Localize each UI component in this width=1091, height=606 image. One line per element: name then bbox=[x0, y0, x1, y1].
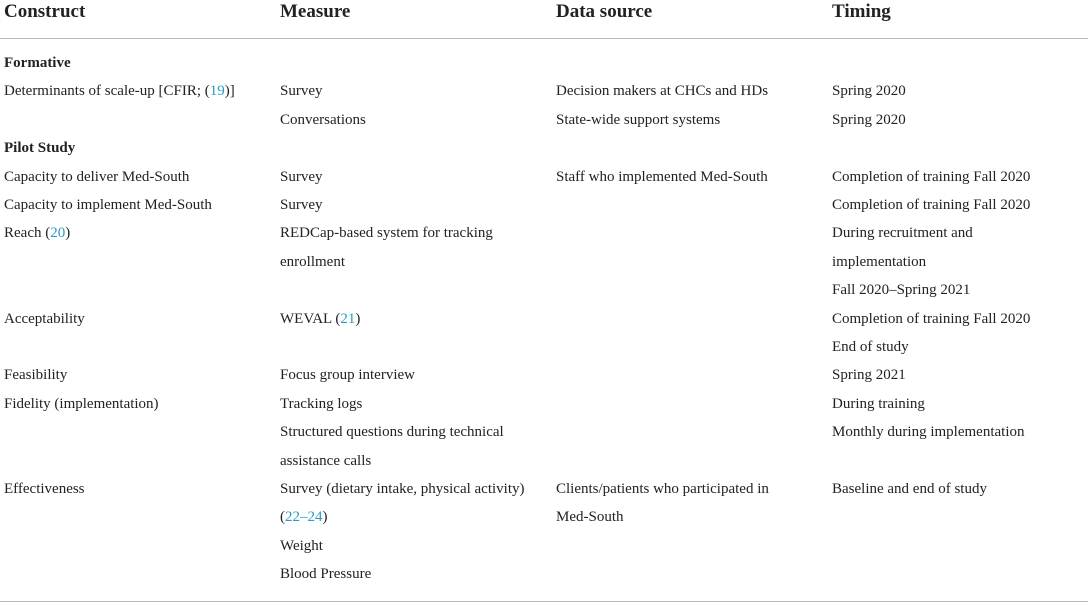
cell-text: Focus group interview bbox=[280, 367, 415, 384]
timing-cell bbox=[832, 390, 925, 418]
cell-text: ( bbox=[280, 509, 285, 526]
construct-cell bbox=[4, 305, 85, 333]
cell-text: Capacity to implement Med-South bbox=[4, 197, 212, 213]
reference-link[interactable]: 21 bbox=[340, 310, 356, 327]
measure-cell bbox=[280, 418, 504, 446]
source-cell bbox=[556, 77, 768, 105]
header-data-source: Data source bbox=[556, 1, 653, 22]
section-heading: Pilot Study bbox=[4, 140, 76, 157]
cell-text: Conversations bbox=[280, 111, 366, 128]
cell-text: Survey (dietary intake, physical activity) bbox=[280, 481, 525, 497]
measure-cell bbox=[280, 475, 525, 503]
source-cell bbox=[556, 503, 624, 531]
timing-cell bbox=[832, 418, 1024, 446]
cell-text: assistance calls bbox=[280, 452, 372, 469]
construct-cell bbox=[4, 475, 85, 503]
measure-cell bbox=[280, 191, 323, 219]
cell-text: ) bbox=[355, 310, 361, 327]
measure-cell bbox=[280, 390, 362, 418]
cell-text: ) bbox=[322, 509, 328, 526]
cell-text: Capacity to deliver Med-South bbox=[4, 168, 190, 185]
measure-cell bbox=[280, 163, 323, 191]
header-measure: Measure bbox=[280, 1, 351, 22]
source-cell bbox=[556, 163, 768, 191]
cell-text: Med-South bbox=[556, 509, 624, 526]
header-rule bbox=[0, 38, 1088, 39]
cell-text: )] bbox=[224, 83, 235, 100]
cell-text: Blood Pressure bbox=[280, 566, 372, 583]
cell-text: End of study bbox=[832, 339, 909, 355]
timing-cell bbox=[832, 305, 1030, 333]
cell-text: Baseline and end of study bbox=[832, 481, 987, 497]
reference-link[interactable]: 20 bbox=[50, 225, 66, 242]
cell-text: State-wide support systems bbox=[556, 111, 721, 128]
measure-cell bbox=[280, 106, 366, 134]
construct-cell bbox=[4, 390, 159, 418]
cell-text: During training bbox=[832, 395, 925, 412]
measure-cell bbox=[280, 532, 323, 560]
measure-cell bbox=[280, 305, 360, 333]
cell-text: Feasibility bbox=[4, 367, 68, 384]
reference-link[interactable]: 19 bbox=[209, 83, 225, 100]
section-heading: Formative bbox=[4, 55, 71, 71]
cell-text: Clients/patients who participated in bbox=[556, 481, 769, 497]
cell-text: Determinants of scale-up [CFIR; ( bbox=[4, 83, 210, 100]
measure-cell bbox=[280, 447, 371, 475]
cell-text: enrollment bbox=[280, 253, 345, 270]
cell-text: Decision makers at CHCs and HDs bbox=[556, 83, 769, 100]
timing-cell bbox=[832, 475, 987, 503]
timing-cell bbox=[832, 333, 909, 361]
cell-text: Weight bbox=[280, 537, 323, 554]
cell-text: WEVAL ( bbox=[280, 310, 341, 327]
construct-cell bbox=[4, 191, 212, 219]
header-timing: Timing bbox=[832, 1, 891, 22]
timing-cell bbox=[832, 163, 1030, 191]
bottom-rule bbox=[0, 601, 1088, 602]
timing-cell bbox=[832, 219, 973, 247]
construct-cell bbox=[4, 163, 189, 191]
cell-text: Acceptability bbox=[4, 310, 85, 327]
timing-cell bbox=[832, 106, 906, 134]
cell-text: implementation bbox=[832, 253, 927, 270]
cell-text: Completion of training Fall 2020 bbox=[832, 310, 1031, 327]
cell-text: Spring 2020 bbox=[832, 83, 906, 100]
measure-cell bbox=[280, 77, 323, 105]
measure-cell bbox=[280, 361, 415, 389]
header-construct: Construct bbox=[4, 1, 86, 22]
cell-text: During recruitment and bbox=[832, 225, 973, 242]
cell-text: Fidelity (implementation) bbox=[4, 395, 159, 412]
source-cell bbox=[556, 475, 769, 503]
cell-text: Survey bbox=[280, 168, 323, 185]
source-cell bbox=[556, 106, 720, 134]
construct-cell bbox=[4, 77, 235, 105]
cell-text: Spring 2020 bbox=[832, 111, 906, 128]
cell-text: Staff who implemented Med-South bbox=[556, 168, 768, 185]
timing-cell bbox=[832, 361, 906, 389]
cell-text: Survey bbox=[280, 83, 323, 100]
cell-text: REDCap-based system for tracking bbox=[280, 225, 493, 242]
timing-cell bbox=[832, 191, 1030, 219]
reference-link[interactable]: 22–24 bbox=[285, 509, 323, 526]
cell-text: Completion of training Fall 2020 bbox=[832, 168, 1031, 185]
cell-text: Spring 2021 bbox=[832, 367, 906, 384]
cell-text: Effectiveness bbox=[4, 481, 85, 497]
cell-text: ) bbox=[65, 225, 71, 242]
construct-cell bbox=[4, 219, 70, 247]
timing-cell bbox=[832, 248, 926, 276]
timing-cell bbox=[832, 77, 906, 105]
measure-cell bbox=[280, 248, 345, 276]
measure-cell bbox=[280, 560, 371, 588]
cell-text: Reach ( bbox=[4, 225, 51, 242]
construct-cell bbox=[4, 361, 67, 389]
cell-text: Monthly during implementation bbox=[832, 424, 1025, 441]
cell-text: Completion of training Fall 2020 bbox=[832, 197, 1031, 213]
measure-cell bbox=[280, 219, 493, 247]
cell-text: Tracking logs bbox=[280, 395, 363, 412]
timing-cell bbox=[832, 276, 970, 304]
measure-cell bbox=[280, 503, 328, 531]
cell-text: Structured questions during technical bbox=[280, 424, 504, 441]
cell-text: Survey bbox=[280, 197, 323, 213]
cell-text: Fall 2020–Spring 2021 bbox=[832, 282, 971, 299]
